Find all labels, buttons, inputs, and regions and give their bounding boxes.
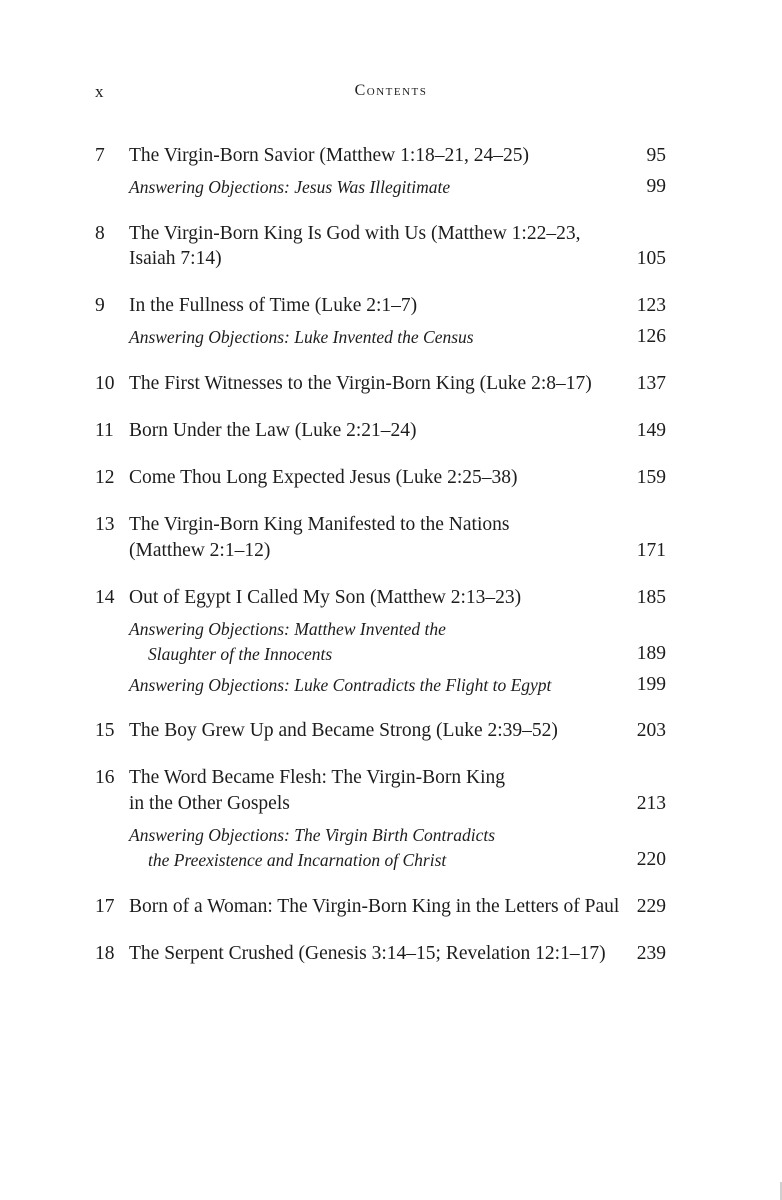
toc-entry-chapter-16-continued[interactable] xyxy=(0,791,782,817)
page-number: 159 xyxy=(636,467,666,488)
chapter-title-line-1: The Virgin-Born King Manifested to the Nations xyxy=(129,514,510,535)
chapter-title: The First Witnesses to the Virgin-Born King (Luke 2:8–17) xyxy=(129,373,592,394)
page-number: 203 xyxy=(636,720,666,741)
toc-entry-chapter-13-continued[interactable] xyxy=(0,538,782,564)
objection-title-line-2: Slaughter of the Innocents xyxy=(148,644,333,664)
toc-entry-objection[interactable] xyxy=(0,174,782,200)
toc-entry-objection[interactable] xyxy=(0,324,782,350)
chapter-number: 7 xyxy=(95,145,105,166)
chapter-number: 11 xyxy=(95,420,114,441)
toc-entry-objection[interactable] xyxy=(0,822,782,848)
chapter-title-line-1: The Virgin-Born King Is God with Us (Matthew 1:22–23, xyxy=(129,223,581,244)
chapter-number: 14 xyxy=(95,587,115,608)
chapter-title: Born Under the Law (Luke 2:21–24) xyxy=(129,420,417,441)
page-number: 105 xyxy=(636,248,666,269)
page-number: 199 xyxy=(636,674,666,695)
page-number: 99 xyxy=(646,176,666,197)
chapter-number: 9 xyxy=(95,295,105,316)
chapter-number: 12 xyxy=(95,467,115,488)
chapter-title-line-2: in the Other Gospels xyxy=(129,793,290,814)
page-number: 149 xyxy=(636,420,666,441)
toc-entry-chapter-8-continued[interactable] xyxy=(0,246,782,272)
chapter-number: 10 xyxy=(95,373,115,394)
toc-entry-objection[interactable] xyxy=(0,616,782,642)
toc-entry-chapter-14[interactable] xyxy=(0,585,782,611)
chapter-number: 18 xyxy=(95,943,115,964)
toc-entry-chapter-12[interactable] xyxy=(0,465,782,491)
toc-entry-chapter-16[interactable] xyxy=(0,765,782,791)
chapter-title-line-1: The Word Became Flesh: The Virgin-Born King xyxy=(129,767,506,788)
toc-entry-chapter-17[interactable] xyxy=(0,894,782,920)
chapter-number: 16 xyxy=(95,767,115,788)
chapter-title: Out of Egypt I Called My Son (Matthew 2:13–23) xyxy=(129,587,522,608)
toc-entry-chapter-8[interactable] xyxy=(0,221,782,247)
chapter-number: 8 xyxy=(95,223,105,244)
toc-entry-chapter-10[interactable] xyxy=(0,371,782,397)
chapter-title: Come Thou Long Expected Jesus (Luke 2:25–38) xyxy=(129,467,518,488)
page-number: 126 xyxy=(636,326,666,347)
toc-entry-chapter-9[interactable] xyxy=(0,293,782,319)
chapter-title-line-2: (Matthew 2:1–12) xyxy=(129,540,271,561)
objection-title-line-2: the Preexistence and Incarnation of Christ xyxy=(148,850,447,870)
chapter-title: The Serpent Crushed (Genesis 3:14–15; Revelation 12:1–17) xyxy=(129,943,606,964)
page-folio: x xyxy=(95,82,104,101)
page-number: 171 xyxy=(636,540,666,561)
page-number: 213 xyxy=(636,793,666,814)
page-number: 137 xyxy=(636,373,666,394)
objection-title: Answering Objections: Luke Invented the Census xyxy=(129,327,474,347)
objection-title: Answering Objections: Luke Contradicts the Flight to Egypt xyxy=(129,675,552,695)
chapter-title: Born of a Woman: The Virgin-Born King in the Letters of Paul xyxy=(129,896,620,917)
toc-entry-objection-continued[interactable] xyxy=(0,641,782,667)
chapter-title: The Virgin-Born Savior (Matthew 1:18–21, 24–25) xyxy=(129,145,529,166)
toc-entry-chapter-11[interactable] xyxy=(0,418,782,444)
toc-entry-objection[interactable] xyxy=(0,672,782,698)
chapter-number: 17 xyxy=(95,896,115,917)
toc-entry-chapter-13[interactable] xyxy=(0,512,782,538)
page-number: 123 xyxy=(636,295,666,316)
toc-entry-chapter-18[interactable] xyxy=(0,941,782,967)
toc-entry-chapter-7[interactable] xyxy=(0,143,782,169)
page-number: 229 xyxy=(636,896,666,917)
chapter-number: 15 xyxy=(95,720,115,741)
page-number: 185 xyxy=(636,587,666,608)
running-head: Contents xyxy=(354,82,428,99)
toc-entry-objection-continued[interactable] xyxy=(0,847,782,873)
page-number: 95 xyxy=(646,145,666,166)
page-number: 220 xyxy=(636,849,666,870)
objection-title-line-1: Answering Objections: The Virgin Birth Contradicts xyxy=(129,825,496,845)
objection-title-line-1: Answering Objections: Matthew Invented the xyxy=(129,619,446,639)
chapter-title: In the Fullness of Time (Luke 2:1–7) xyxy=(129,295,418,316)
toc-entry-chapter-15[interactable] xyxy=(0,718,782,744)
page-number: 189 xyxy=(636,643,666,664)
chapter-number: 13 xyxy=(95,514,115,535)
objection-title: Answering Objections: Jesus Was Illegitimate xyxy=(129,177,451,197)
chapter-title-line-2: Isaiah 7:14) xyxy=(129,248,222,269)
chapter-title: The Boy Grew Up and Became Strong (Luke 2:39–52) xyxy=(129,720,558,741)
page-number: 239 xyxy=(636,943,666,964)
